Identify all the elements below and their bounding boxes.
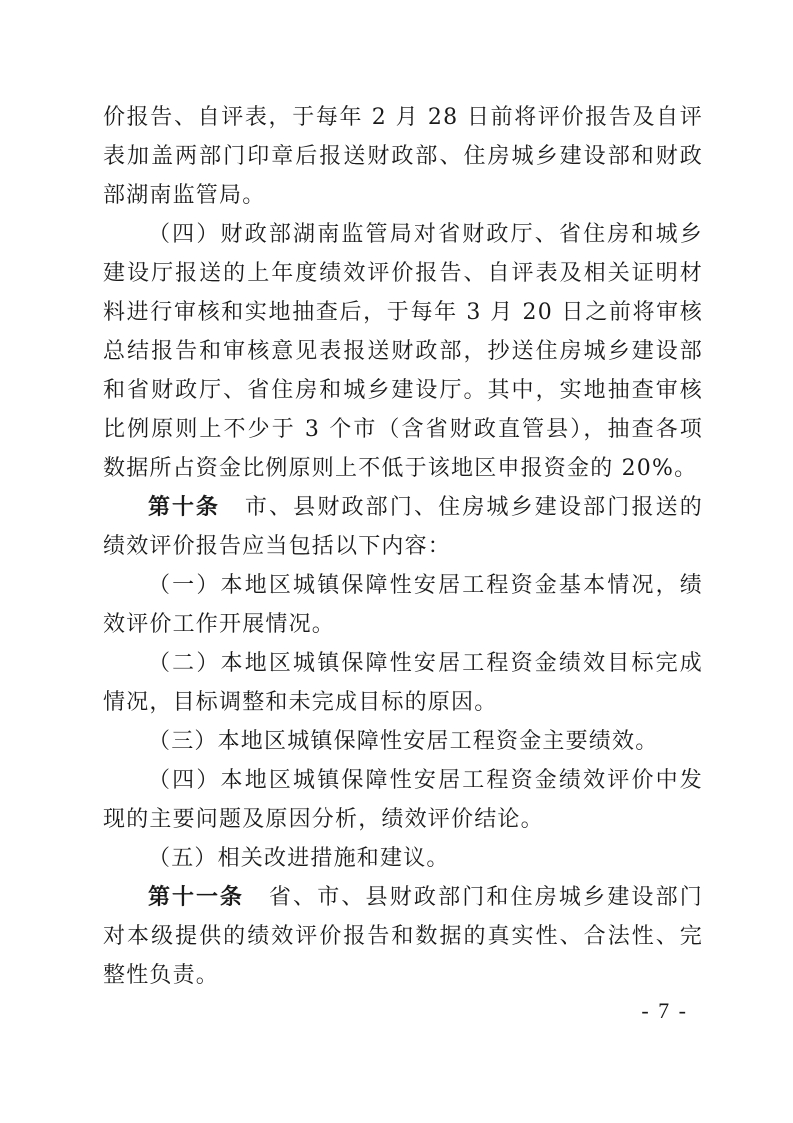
paragraph-continuation [103, 98, 703, 215]
paragraph-text: （五）相关改进措施和建议。 [148, 846, 450, 871]
page-number: - 7 - [641, 998, 688, 1023]
paragraph-text: （四）财政部湖南监管局对省财政厅、省住房和城乡建设厅报送的上年度绩效评价报告、自评表及相关证明材料进行审核和实地抽查后，于每年 3 月 20 日之前将审核总结报告和审核意见表报送财政部，抄送住房城乡建设部和省财政厅、省住房和城乡建设厅。其中，实地抽查审核比例原则上不少于 3 个市（含省财政直管县），抽查各项数据所占资金比例原则上不低于该地区申报资金的 20%。 [103, 222, 703, 481]
list-item-5 [103, 839, 703, 878]
paragraph-item-4 [103, 215, 703, 488]
article-10 [103, 488, 703, 566]
paragraph-text: （四）本地区城镇保障性安居工程资金绩效评价中发现的主要问题及原因分析，绩效评价结论。 [103, 768, 703, 832]
body-text [103, 98, 703, 995]
paragraph-text: 省、市、县财政部门和住房城乡建设部门对本级提供的绩效评价报告和数据的真实性、合法性、完整性负责。 [103, 885, 703, 988]
list-item-2 [103, 644, 703, 722]
list-item-1 [103, 566, 703, 644]
paragraph-text: （二）本地区城镇保障性安居工程资金绩效目标完成情况，目标调整和未完成目标的原因。 [103, 651, 703, 715]
article-heading: 第十一条 [148, 885, 244, 910]
article-heading: 第十条 [148, 495, 220, 520]
list-item-4 [103, 761, 703, 839]
paragraph-text: （三）本地区城镇保障性安居工程资金主要绩效。 [148, 729, 659, 754]
paragraph-text: 价报告、自评表，于每年 2 月 28 日前将评价报告及自评表加盖两部门印章后报送财政部、住房城乡建设部和财政部湖南监管局。 [103, 105, 703, 208]
paragraph-text: （一）本地区城镇保障性安居工程资金基本情况，绩效评价工作开展情况。 [103, 573, 703, 637]
paragraph-text: 市、县财政部门、住房城乡建设部门报送的绩效评价报告应当包括以下内容： [103, 495, 703, 559]
article-11 [103, 878, 703, 995]
list-item-3 [103, 722, 703, 761]
